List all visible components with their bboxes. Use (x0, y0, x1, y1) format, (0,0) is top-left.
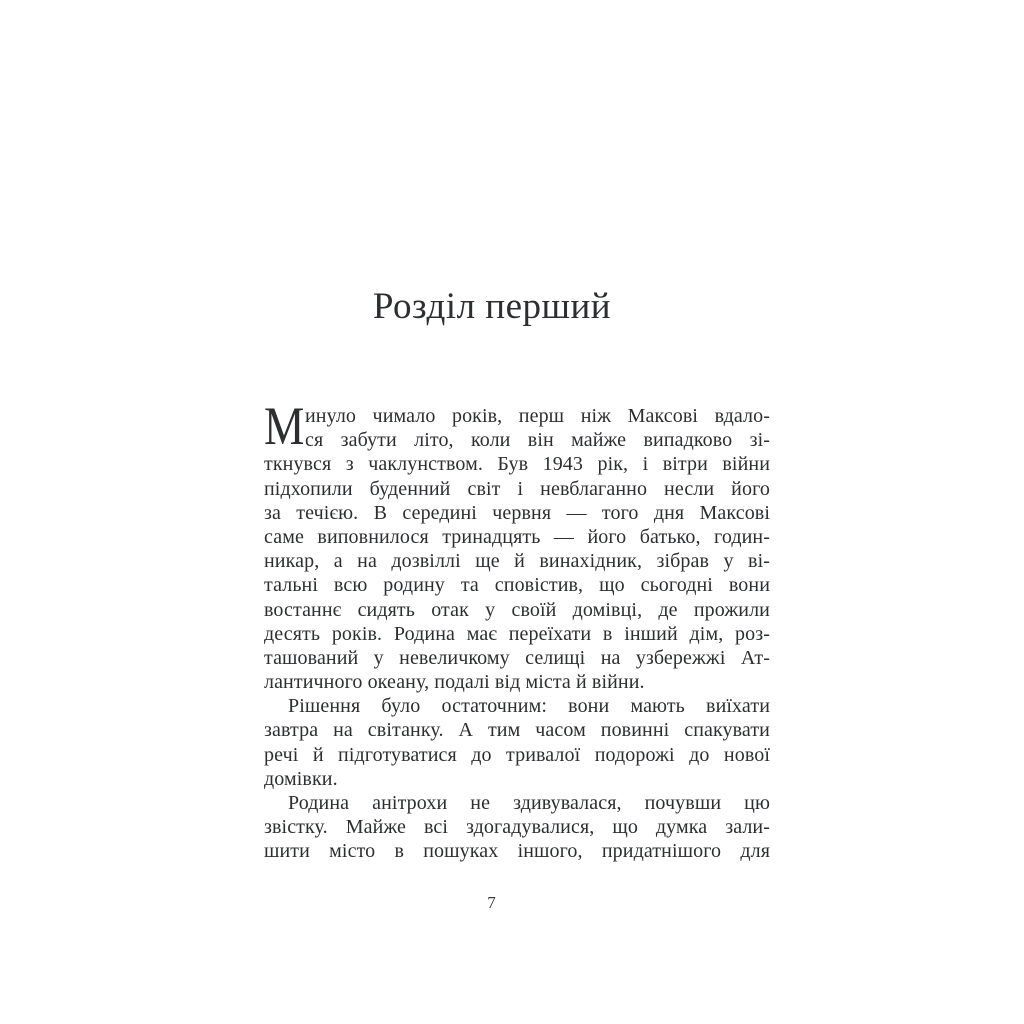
body-line: лантичного океану, подалі від міста й війни. (264, 671, 645, 694)
body-line: востаннє сидять отак у своїй домівці, де прожили (264, 598, 770, 621)
body-line: десять років. Родина має переїхати в інший дім, роз- (264, 622, 770, 645)
body-line: домівки. (264, 767, 338, 790)
body-line: Родина анітрохи не здивувалася, почувши цю (288, 792, 770, 814)
body-line: звістку. Майже всі здогадувалися, що думка зали- (264, 816, 770, 839)
body-line: никар, а на дозвіллі ще й винахідник, зібрав у ві- (264, 550, 770, 573)
page-footer (264, 893, 719, 913)
body-line: ся забути літо, коли він майже випадково зі- (305, 429, 770, 452)
body-line: ткнувся з чаклунством. Був 1943 рік, і вітри війни (264, 453, 770, 476)
chapter-title: Розділ перший (372, 286, 612, 327)
body-line: за течією. В середині червня — того дня Максові (264, 501, 770, 524)
body-line: підхопили буденний світ і невблаганно несли його (264, 477, 770, 500)
drop-cap: М (264, 396, 305, 456)
body-text (264, 396, 770, 864)
body-line: ташований у невеличкому селищі на узбережжі Ат- (264, 646, 770, 669)
body-line: саме виповнилося тринадцять — його батько, годин- (264, 525, 770, 548)
body-line: шити місто в пошуках іншого, придатнішого для (264, 840, 770, 863)
page-number: 7 (487, 893, 496, 912)
body-line: тальні всю родину та сповістив, що сьогодні вони (264, 574, 770, 597)
body-line: Рішення було остаточним: вони мають виїхати (288, 695, 770, 718)
body-line: Минуло чимало років, перш ніж Максові вдало- (264, 396, 770, 456)
body-line: речі й підготуватися до тривалої подорожі до нової (264, 743, 770, 766)
body-line: завтра на світанку. А тим часом повинні спакувати (264, 719, 770, 742)
